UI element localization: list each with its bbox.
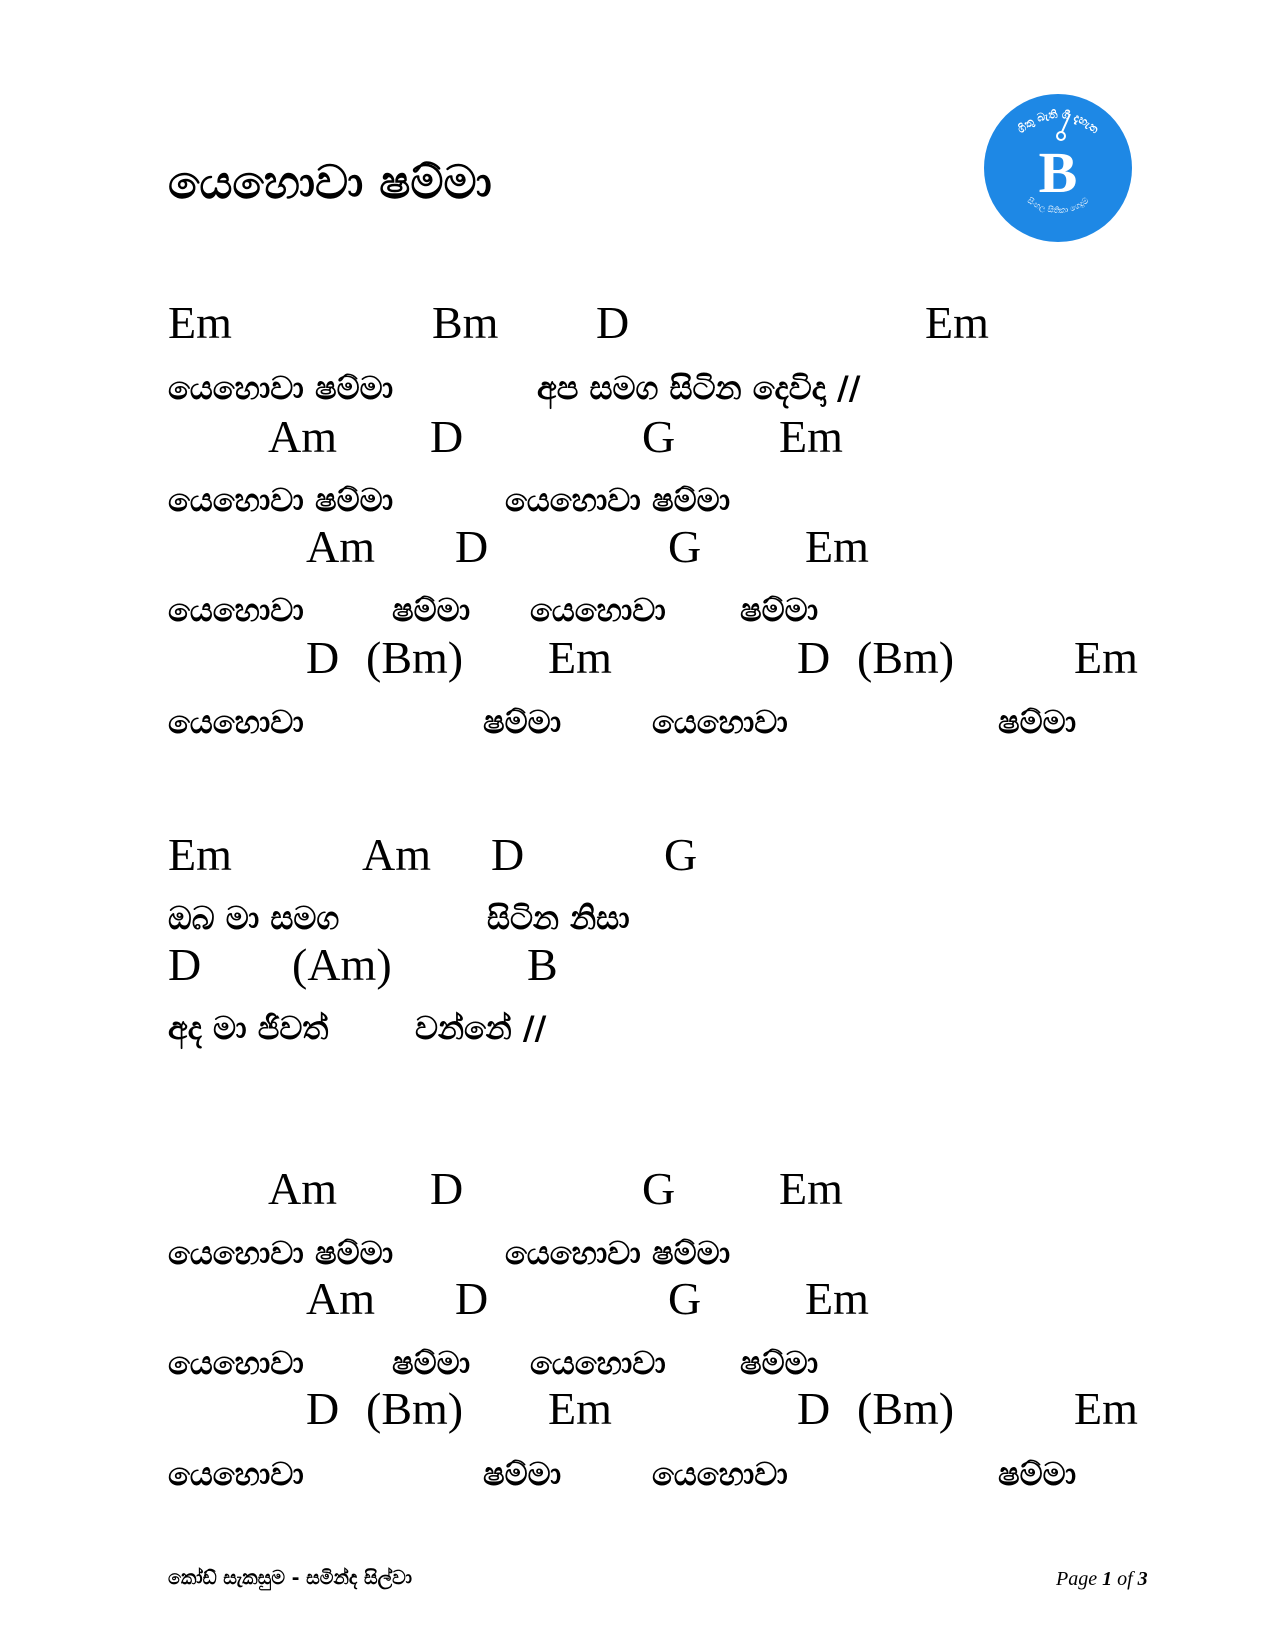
chord: Em bbox=[168, 297, 232, 348]
lyric: ෂම්මා bbox=[392, 1344, 471, 1382]
chord: D bbox=[430, 1163, 464, 1214]
lyric: යෙහොවා bbox=[168, 703, 304, 741]
lyric: යෙහොවා bbox=[530, 591, 666, 629]
chord: B bbox=[527, 939, 558, 990]
chord: Em bbox=[1074, 1383, 1138, 1434]
chord: D bbox=[430, 411, 464, 462]
chord: G bbox=[664, 829, 698, 880]
chord: Em bbox=[548, 632, 612, 683]
chord: Em bbox=[805, 1273, 869, 1324]
chord: Am bbox=[306, 521, 375, 572]
lyric: යෙහොවා ෂම්මා bbox=[168, 369, 394, 407]
chord: (Am) bbox=[292, 939, 392, 990]
chord: D bbox=[491, 829, 525, 880]
chord: (Bm) bbox=[857, 632, 955, 683]
lyric: ෂම්මා bbox=[483, 703, 562, 741]
lyric: ෂම්මා bbox=[392, 591, 471, 629]
lyric: යෙහොවා ෂම්මා bbox=[505, 1234, 731, 1272]
chord: (Bm) bbox=[366, 632, 464, 683]
chord: G bbox=[642, 1163, 676, 1214]
lyric: යෙහොවා bbox=[652, 1455, 788, 1493]
lyric: යෙහොවා bbox=[168, 1455, 304, 1493]
logo-bottom-text: සිංහල සිතිකා ගෙදුම් bbox=[1025, 195, 1091, 215]
chord: G bbox=[642, 411, 676, 462]
page-word: Page bbox=[1056, 1568, 1098, 1590]
chord: D bbox=[455, 1273, 489, 1324]
chord: Bm bbox=[432, 297, 499, 348]
lyric: ෂම්මා bbox=[998, 703, 1077, 741]
lyric: වන්නේ // bbox=[415, 1009, 547, 1047]
chord: Am bbox=[268, 411, 337, 462]
lyric: යෙහොවා ෂම්මා bbox=[168, 481, 394, 519]
chord: Em bbox=[779, 1163, 843, 1214]
lyric: යෙහොවා ෂම්මා bbox=[168, 1234, 394, 1272]
chord: D bbox=[306, 632, 340, 683]
chord: Am bbox=[306, 1273, 375, 1324]
logo-letter: B bbox=[1038, 140, 1078, 205]
chord: D bbox=[455, 521, 489, 572]
chord: D bbox=[596, 297, 630, 348]
chord: Am bbox=[362, 829, 431, 880]
chord: D bbox=[168, 939, 202, 990]
page-total: 3 bbox=[1137, 1568, 1148, 1590]
lyric: අප සමග සිටින දෙවිදා // bbox=[537, 369, 861, 407]
chord: Em bbox=[168, 829, 232, 880]
chord: Am bbox=[268, 1163, 337, 1214]
chord: D bbox=[306, 1383, 340, 1434]
lyric: යෙහොවා ෂම්මා bbox=[505, 481, 731, 519]
lyric: යෙහොවා bbox=[168, 1344, 304, 1382]
lyric: යෙහොවා bbox=[530, 1344, 666, 1382]
footer-credit: කෝඩ් සැකසුම - සමින්ද සිල්වා bbox=[168, 1567, 413, 1589]
lyric: යෙහොවා bbox=[652, 703, 788, 741]
lyric: ෂම්මා bbox=[998, 1455, 1077, 1493]
chord: (Bm) bbox=[857, 1383, 955, 1434]
lyric: සිටින නිසා bbox=[487, 899, 630, 937]
chord: Em bbox=[779, 411, 843, 462]
chord: Em bbox=[1074, 632, 1138, 683]
lyric: ෂම්මා bbox=[740, 1344, 819, 1382]
chord: (Bm) bbox=[366, 1383, 464, 1434]
chord: D bbox=[797, 632, 831, 683]
chord: Em bbox=[925, 297, 989, 348]
chord: G bbox=[668, 521, 702, 572]
lyric: ඔබ මා සමග bbox=[168, 899, 340, 937]
of-word: of bbox=[1117, 1568, 1133, 1590]
lyric: යෙහොවා bbox=[168, 591, 304, 629]
chord: D bbox=[797, 1383, 831, 1434]
song-title: යෙහොවා ෂම්මා bbox=[168, 155, 492, 209]
logo-top-text: ගිතු බැති ගී දැහැත bbox=[1014, 107, 1102, 136]
logo bbox=[982, 92, 1134, 244]
lyric: අද මා ජිවත් bbox=[168, 1009, 329, 1047]
chord: G bbox=[668, 1273, 702, 1324]
lyric: ෂම්මා bbox=[483, 1455, 562, 1493]
page-number bbox=[1056, 1568, 1148, 1591]
lyric: ෂම්මා bbox=[740, 591, 819, 629]
chord: Em bbox=[805, 521, 869, 572]
chord: Em bbox=[548, 1383, 612, 1434]
page-current: 1 bbox=[1102, 1568, 1113, 1590]
